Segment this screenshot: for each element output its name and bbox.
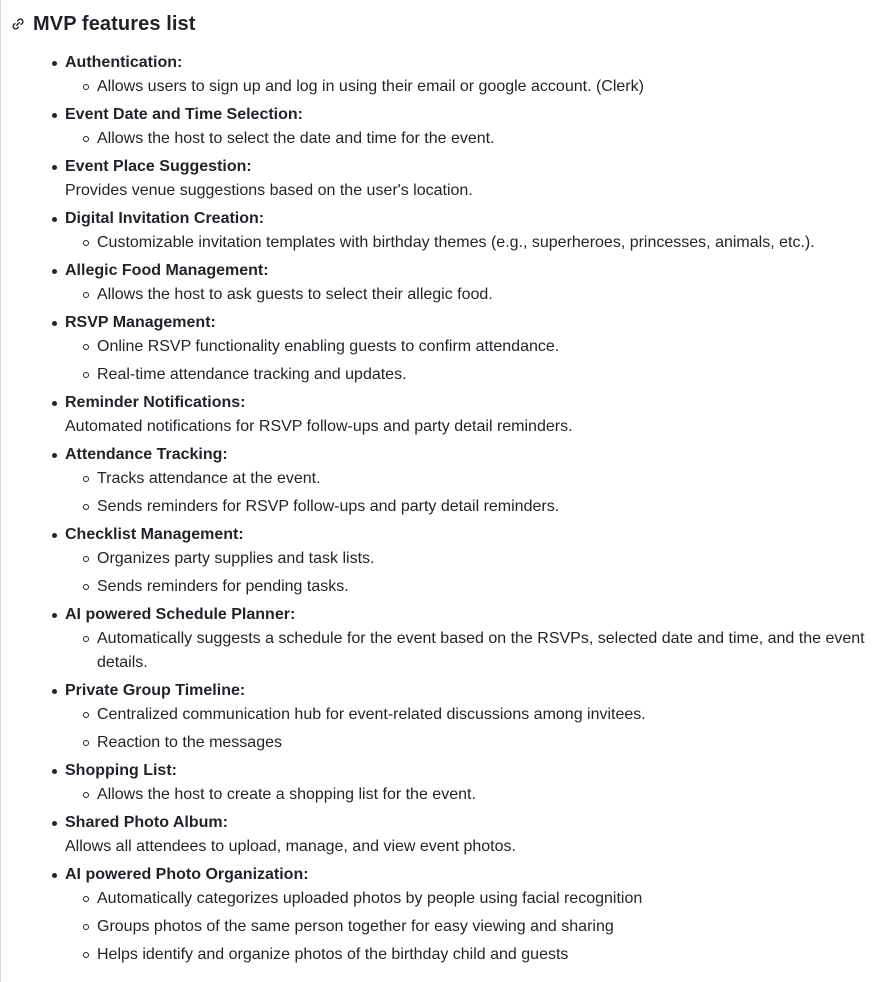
feature-title: AI powered Photo Organization: (65, 866, 309, 883)
feature-detail: Automatically suggests a schedule for the event based on the RSVPs, selected date and time, and the event details. (97, 627, 875, 675)
feature-title: Shared Photo Album: (65, 814, 228, 831)
feature-detail: Sends reminders for RSVP follow-ups and party detail reminders. (97, 495, 875, 519)
feature-title: Authentication: (65, 54, 183, 71)
feature-sublist (65, 887, 875, 967)
feature-item (65, 443, 875, 519)
feature-description: Automated notifications for RSVP follow-ups and party detail reminders. (65, 418, 573, 435)
feature-description: Provides venue suggestions based on the user's location. (65, 182, 473, 199)
feature-item (65, 811, 875, 859)
feature-sublist (65, 547, 875, 599)
feature-item (65, 103, 875, 151)
feature-sublist (65, 783, 875, 807)
feature-detail: Tracks attendance at the event. (97, 467, 875, 491)
feature-detail: Automatically categorizes uploaded photos by people using facial recognition (97, 887, 875, 911)
feature-title: AI powered Schedule Planner: (65, 606, 296, 623)
feature-detail: Allows the host to create a shopping list for the event. (97, 783, 875, 807)
feature-detail: Customizable invitation templates with birthday themes (e.g., superheroes, princesses, animals, etc.). (97, 231, 875, 255)
feature-item (65, 603, 875, 675)
feature-item (65, 679, 875, 755)
feature-detail: Allows users to sign up and log in using their email or google account. (Clerk) (97, 75, 875, 99)
feature-title: Allegic Food Management: (65, 262, 269, 279)
feature-detail: Allows the host to ask guests to select their allegic food. (97, 283, 875, 307)
feature-title: Shopping List: (65, 762, 177, 779)
feature-description: Allows all attendees to upload, manage, and view event photos. (65, 838, 516, 855)
feature-item (65, 523, 875, 599)
feature-item (65, 51, 875, 99)
feature-detail: Allows the host to select the date and time for the event. (97, 127, 875, 151)
feature-sublist (65, 703, 875, 755)
feature-title: Checklist Management: (65, 526, 244, 543)
feature-list (33, 50, 875, 967)
feature-detail: Groups photos of the same person together for easy viewing and sharing (97, 915, 875, 939)
feature-item (65, 311, 875, 387)
feature-detail: Sends reminders for pending tasks. (97, 575, 875, 599)
feature-item (65, 759, 875, 807)
feature-sublist (65, 283, 875, 307)
feature-title: Digital Invitation Creation: (65, 210, 265, 227)
feature-sublist (65, 467, 875, 519)
link-icon[interactable] (10, 16, 26, 32)
feature-sublist (65, 231, 875, 255)
page-title: MVP features list (33, 12, 196, 35)
feature-item (65, 207, 875, 255)
feature-item (65, 155, 875, 203)
feature-detail: Reaction to the messages (97, 731, 875, 755)
feature-sublist (65, 75, 875, 99)
feature-item (65, 259, 875, 307)
left-border (0, 0, 1, 982)
feature-sublist (65, 127, 875, 151)
feature-detail: Organizes party supplies and task lists. (97, 547, 875, 571)
feature-detail: Online RSVP functionality enabling guests to confirm attendance. (97, 335, 875, 359)
feature-detail: Real-time attendance tracking and updates. (97, 363, 875, 387)
feature-detail: Helps identify and organize photos of the birthday child and guests (97, 943, 875, 967)
feature-title: Event Place Suggestion: (65, 158, 252, 175)
feature-title: RSVP Management: (65, 314, 216, 331)
feature-item (65, 391, 875, 439)
feature-title: Reminder Notifications: (65, 394, 246, 411)
section-heading (10, 9, 196, 39)
feature-title: Private Group Timeline: (65, 682, 246, 699)
feature-sublist (65, 335, 875, 387)
feature-title: Attendance Tracking: (65, 446, 228, 463)
feature-item (65, 863, 875, 967)
feature-sublist (65, 627, 875, 675)
feature-detail: Centralized communication hub for event-related discussions among invitees. (97, 703, 875, 727)
feature-title: Event Date and Time Selection: (65, 106, 303, 123)
